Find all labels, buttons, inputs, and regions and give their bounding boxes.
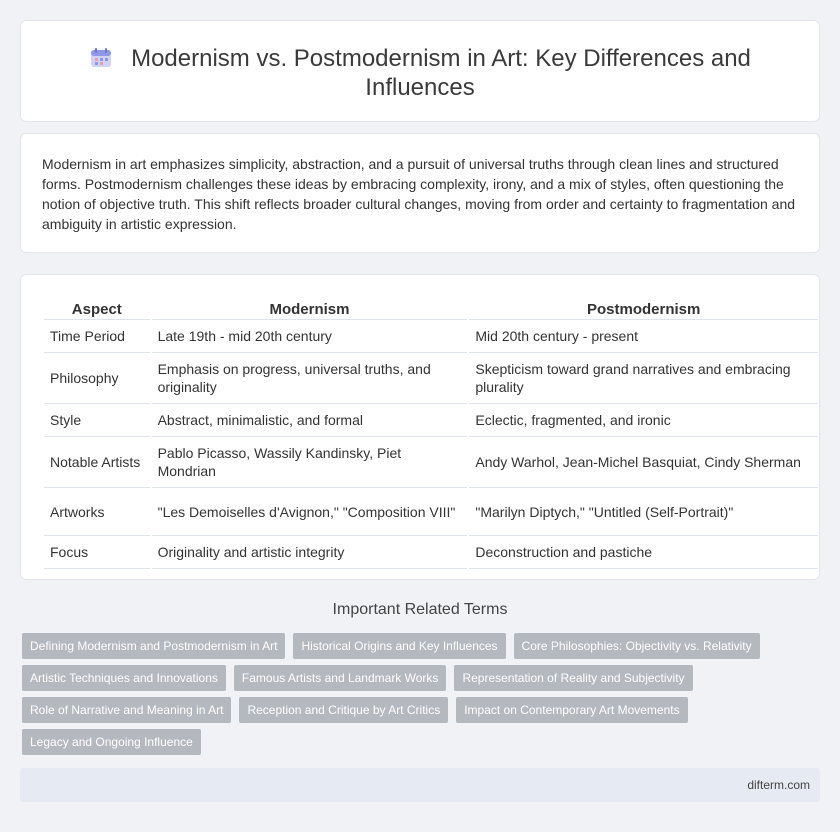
- table-row: [44, 404, 818, 437]
- cell-postmodernism: Skepticism toward grand narratives and embracing plurality: [469, 353, 818, 404]
- cell-modernism: Abstract, minimalistic, and formal: [152, 404, 468, 437]
- table-row: [44, 488, 818, 536]
- cell-postmodernism: Mid 20th century - present: [469, 320, 818, 353]
- cell-aspect: Philosophy: [44, 353, 150, 404]
- table-row: [44, 353, 818, 404]
- cell-postmodernism: Deconstruction and pastiche: [469, 536, 818, 569]
- related-term-tag[interactable]: Impact on Contemporary Art Movements: [456, 697, 687, 723]
- cell-aspect: Time Period: [44, 320, 150, 353]
- related-term-tag[interactable]: Role of Narrative and Meaning in Art: [22, 697, 231, 723]
- header-postmodernism: Postmodernism: [469, 295, 818, 320]
- related-term-tag[interactable]: Core Philosophies: Objectivity vs. Relativity: [514, 633, 760, 659]
- table-header-row: [44, 295, 818, 320]
- related-term-tag[interactable]: Legacy and Ongoing Influence: [22, 729, 201, 755]
- cell-aspect: Notable Artists: [44, 437, 150, 488]
- cell-postmodernism: Andy Warhol, Jean-Michel Basquiat, Cindy Sherman: [469, 437, 818, 488]
- page-title-wrap: [81, 44, 759, 102]
- cell-modernism: Late 19th - mid 20th century: [152, 320, 468, 353]
- cell-aspect: Focus: [44, 536, 150, 569]
- table-row: [44, 320, 818, 353]
- related-term-tag[interactable]: Defining Modernism and Postmodernism in Art: [22, 633, 285, 659]
- table-row: [44, 536, 818, 569]
- related-term-tag[interactable]: Artistic Techniques and Innovations: [22, 665, 226, 691]
- header-aspect: Aspect: [44, 295, 150, 320]
- footer-site-link[interactable]: difterm.com: [747, 778, 810, 792]
- cell-aspect: Artworks: [44, 488, 150, 536]
- cell-aspect: Style: [44, 404, 150, 437]
- related-term-tag[interactable]: Historical Origins and Key Influences: [293, 633, 505, 659]
- table-row: [44, 437, 818, 488]
- related-term-tag[interactable]: Representation of Reality and Subjectivity: [454, 665, 692, 691]
- cell-postmodernism: "Marilyn Diptych," "Untitled (Self-Portrait)": [469, 488, 818, 536]
- cell-postmodernism: Eclectic, fragmented, and ironic: [469, 404, 818, 437]
- intro-paragraph: Modernism in art emphasizes simplicity, abstraction, and a pursuit of universal truths through clean lines and structured forms. Postmodernism challenges these ideas by embracing complexity, irony, and a mix of styles, often questioning the notion of objective truth. This shift reflects broader cultural changes, moving from order and certainty to fragmentation and ambiguity in artistic expression.: [42, 156, 796, 232]
- comparison-card: [20, 274, 820, 580]
- header-modernism: Modernism: [152, 295, 468, 320]
- cell-modernism: Originality and artistic integrity: [152, 536, 468, 569]
- calendar-icon: [89, 47, 113, 69]
- page-title: Modernism vs. Postmodernism in Art: Key Differences and Influences: [131, 45, 751, 101]
- related-terms-heading: Important Related Terms: [332, 601, 508, 618]
- intro-card: [20, 133, 820, 253]
- cell-modernism: "Les Demoiselles d'Avignon," "Composition VIII": [152, 488, 468, 536]
- footer: [20, 768, 820, 802]
- related-term-tag[interactable]: Reception and Critique by Art Critics: [239, 697, 448, 723]
- cell-modernism: Pablo Picasso, Wassily Kandinsky, Piet Mondrian: [152, 437, 468, 488]
- cell-modernism: Emphasis on progress, universal truths, and originality: [152, 353, 468, 404]
- title-card: [20, 20, 820, 122]
- related-term-tag[interactable]: Famous Artists and Landmark Works: [234, 665, 447, 691]
- related-terms-list: [22, 633, 812, 761]
- comparison-table: [42, 295, 820, 569]
